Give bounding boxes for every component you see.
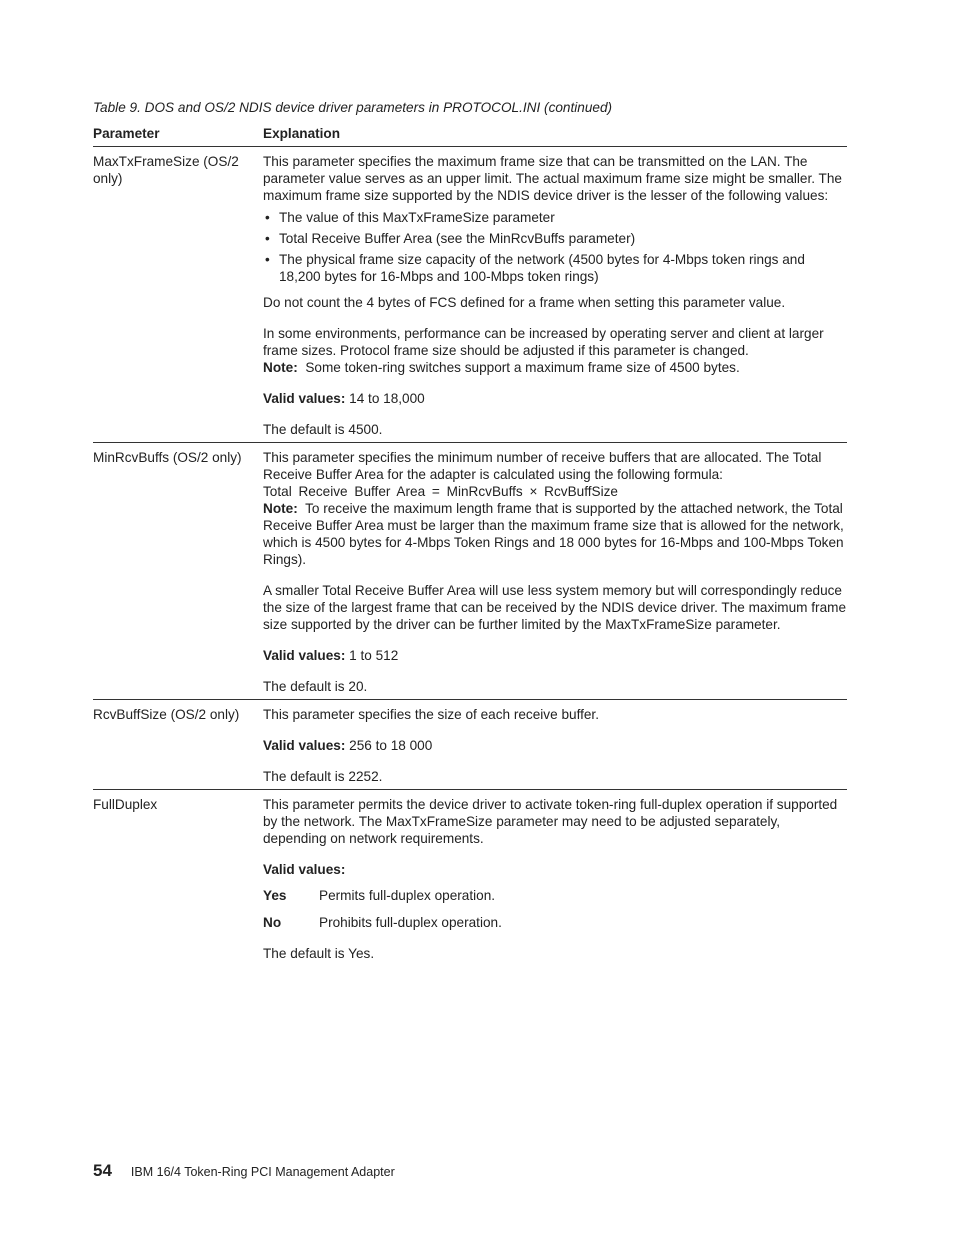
- parameter-name: MinRcvBuffs (OS/2 only): [93, 450, 242, 465]
- formula: Total Receive Buffer Area = MinRcvBuffs × RcvBuffSize: [263, 484, 618, 499]
- performance-body: In some environments, performance can be increased by operating server and client at larger frame sizes. Protocol frame size should be adjusted if this parameter is changed.: [263, 326, 824, 358]
- option-term: Yes: [263, 888, 287, 903]
- valid-values: [263, 861, 847, 878]
- intro-body: This parameter specifies the minimum number of receive buffers that are allocated. The Total Receive Buffer Area for the adapter is calculated using the following formula:: [263, 450, 822, 482]
- valid-values-label: Valid values:: [263, 648, 346, 663]
- parameters-table: [93, 125, 847, 966]
- table-row-fullduplex: [93, 790, 847, 966]
- valid-values: [263, 647, 847, 664]
- option-term: No: [263, 915, 282, 930]
- parameter-name: MaxTxFrameSize (OS/2 only): [93, 154, 239, 186]
- page-number: 54: [93, 1161, 112, 1180]
- valid-values-range: 256 to 18 000: [349, 738, 433, 753]
- valid-values: [263, 737, 847, 754]
- default-value: The default is 4500.: [263, 422, 383, 437]
- explanation-intro: This parameter permits the device driver to activate token-ring full-duplex operation if supported by the network. The MaxTxFrameSize parameter may need to be adjusted separately, depending on network requirements.: [263, 797, 838, 846]
- valid-values-label: Valid values:: [263, 391, 346, 406]
- parameter-explanation: [263, 153, 847, 438]
- valid-values-range: 14 to 18,000: [349, 391, 425, 406]
- explanation-intro: [263, 449, 847, 568]
- list-item: • The value of this MaxTxFrameSize parameter: [263, 209, 847, 226]
- default-value: The default is Yes.: [263, 946, 375, 961]
- valid-values-range: 1 to 512: [349, 648, 399, 663]
- default-value: The default is 2252.: [263, 769, 383, 784]
- list-item: • Total Receive Buffer Area (see the MinRcvBuffs parameter): [263, 230, 847, 247]
- parameter-name: RcvBuffSize (OS/2 only): [93, 707, 240, 722]
- table-row-rcvbuffsize: [93, 700, 847, 790]
- table-row-maxtxframesize: [93, 147, 847, 443]
- table-caption: Table 9. DOS and OS/2 NDIS device driver parameters in PROTOCOL.INI (continued): [93, 100, 613, 115]
- list-item: • The physical frame size capacity of the network (4500 bytes for 4-Mbps token rings and 18,200 bytes for 16-Mbps and 100-Mbps token rings): [263, 251, 847, 285]
- table-header: [93, 125, 847, 147]
- valid-values: [263, 390, 847, 407]
- performance-text: [263, 325, 847, 376]
- page-footer: [93, 1162, 395, 1181]
- option-no: [263, 914, 847, 931]
- note-label: Note:: [263, 360, 298, 375]
- note-text: To receive the maximum length frame that is supported by the attached network, the Total Receive Buffer Area must be larger than the maximum frame size that is allowed for the network, which is 4500 bytes for 4-Mbps Token Rings and 18 000 bytes for 16-Mbps and 100-Mbps Token Rings).: [263, 501, 844, 567]
- default-value: The default is 20.: [263, 679, 368, 694]
- parameter-name: FullDuplex: [93, 797, 158, 812]
- table-row-minrcvbuffs: [93, 443, 847, 700]
- option-description: Permits full-duplex operation.: [319, 888, 496, 903]
- valid-values-label: Valid values:: [263, 862, 346, 877]
- note-label: Note:: [263, 501, 298, 516]
- valid-values-label: Valid values:: [263, 738, 346, 753]
- header-explanation: Explanation: [263, 126, 341, 141]
- fcs-text: Do not count the 4 bytes of FCS defined for a frame when setting this parameter value.: [263, 295, 786, 310]
- smaller-area-text: A smaller Total Receive Buffer Area will use less system memory but will correspondingly reduce the size of the largest frame that can be received by the NDIS device driver. The maximum frame size supported by the driver can be further limited by the MaxTxFrameSize parameter.: [263, 583, 847, 632]
- option-description: Prohibits full-duplex operation.: [319, 915, 502, 930]
- parameter-explanation: [263, 706, 847, 785]
- explanation-intro: This parameter specifies the maximum frame size that can be transmitted on the LAN. The parameter value serves as an upper limit. The actual maximum frame size might be smaller. The maximum frame size supported by the NDIS device driver is the lesser of the following values:: [263, 154, 842, 203]
- footer-title: IBM 16/4 Token-Ring PCI Management Adapter: [130, 1165, 395, 1179]
- option-yes: [263, 887, 847, 904]
- parameter-explanation: [263, 449, 847, 695]
- header-parameter: Parameter: [93, 126, 160, 141]
- explanation-intro: This parameter specifies the size of each receive buffer.: [263, 707, 599, 722]
- bullet-list: [263, 209, 847, 285]
- parameter-explanation: [263, 796, 847, 962]
- note-text: Some token-ring switches support a maximum frame size of 4500 bytes.: [305, 360, 740, 375]
